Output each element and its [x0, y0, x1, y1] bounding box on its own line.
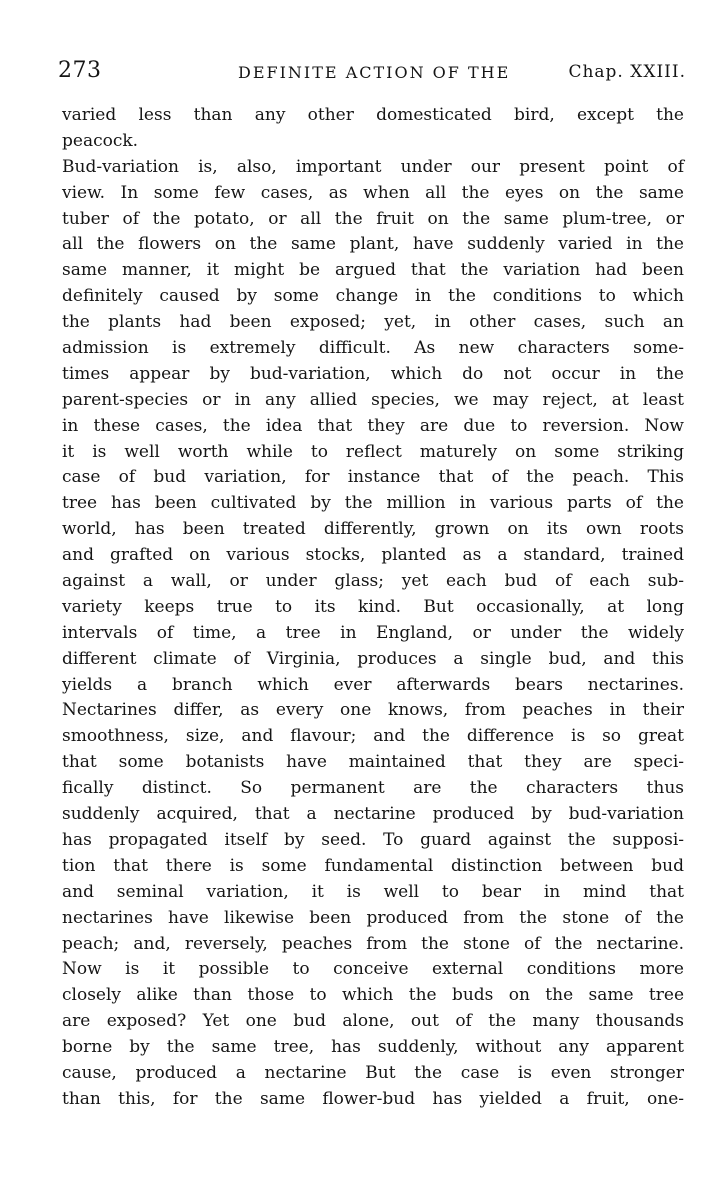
text-line: nectarines have likewise been produced from the stone of the: [62, 907, 684, 928]
text-line: world, has been treated differently, grown on its own roots: [62, 519, 684, 540]
page-number: 273: [58, 58, 102, 83]
text-line: Nectarines differ, as every one knows, from peaches in their: [62, 700, 684, 721]
text-line: tion that there is some fundamental distinction between bud: [62, 855, 684, 876]
text-line: intervals of time, a tree in England, or under the widely: [62, 622, 684, 643]
text-line: Bud-variation is, also, important under our present point of: [62, 156, 684, 177]
text-line: smoothness, size, and flavour; and the difference is so great: [62, 726, 684, 747]
text-line: tree has been cultivated by the million in various parts of the: [62, 493, 684, 514]
text-line: view. In some few cases, as when all the eyes on the same: [62, 182, 684, 203]
text-line: it is well worth while to reflect maturely on some striking: [62, 441, 684, 462]
text-line: are exposed? Yet one bud alone, out of the many thousands: [62, 1011, 684, 1032]
text-line: tuber of the potato, or all the fruit on the same plum-tree, or: [62, 208, 684, 229]
text-line: peach; and, reversely, peaches from the stone of the nectarine.: [62, 933, 684, 954]
running-title: DEFINITE ACTION OF THE: [238, 63, 511, 82]
text-line: has propagated itself by seed. To guard against the supposi-: [62, 829, 684, 850]
text-line: parent-species or in any allied species, we may reject, at least: [62, 389, 684, 410]
text-line: in these cases, the idea that they are due to reversion. Now: [62, 415, 684, 436]
body-text: [62, 103, 684, 1113]
text-line: against a wall, or under glass; yet each bud of each sub-: [62, 571, 684, 592]
text-line: that some botanists have maintained that they are speci-: [62, 752, 684, 773]
text-line: and grafted on various stocks, planted as a standard, trained: [62, 545, 684, 566]
text-line: peacock.: [62, 130, 139, 151]
text-line: and seminal variation, it is well to bear in mind that: [62, 881, 684, 902]
chapter-label: Chap. XXIII.: [568, 62, 686, 82]
text-line: definitely caused by some change in the conditions to which: [62, 286, 684, 307]
text-line: different climate of Virginia, produces a single bud, and this: [62, 648, 684, 669]
text-line: borne by the same tree, has suddenly, without any apparent: [62, 1037, 684, 1058]
text-line: same manner, it might be argued that the variation had been: [62, 260, 684, 281]
text-line: than this, for the same flower-bud has yielded a fruit, one-: [62, 1088, 684, 1109]
text-line: times appear by bud-variation, which do not occur in the: [62, 363, 684, 384]
text-line: cause, produced a nectarine But the case is even stronger: [62, 1062, 684, 1083]
text-line: admission is extremely difficult. As new characters some-: [62, 338, 684, 359]
text-line: the plants had been exposed; yet, in other cases, such an: [62, 312, 684, 333]
text-line: fically distinct. So permanent are the characters thus: [62, 778, 684, 799]
running-head: [58, 58, 686, 88]
text-line: closely alike than those to which the buds on the same tree: [62, 985, 684, 1006]
text-line: varied less than any other domesticated bird, except the: [62, 105, 684, 125]
text-line: Now is it possible to conceive external conditions more: [62, 959, 684, 980]
text-line: suddenly acquired, that a nectarine produced by bud-variation: [62, 804, 684, 825]
text-line: all the flowers on the same plant, have suddenly varied in the: [62, 234, 684, 255]
text-line: case of bud variation, for instance that of the peach. This: [62, 467, 684, 488]
text-line: yields a branch which ever afterwards bears nectarines.: [62, 674, 684, 695]
text-line: variety keeps true to its kind. But occasionally, at long: [62, 596, 684, 617]
